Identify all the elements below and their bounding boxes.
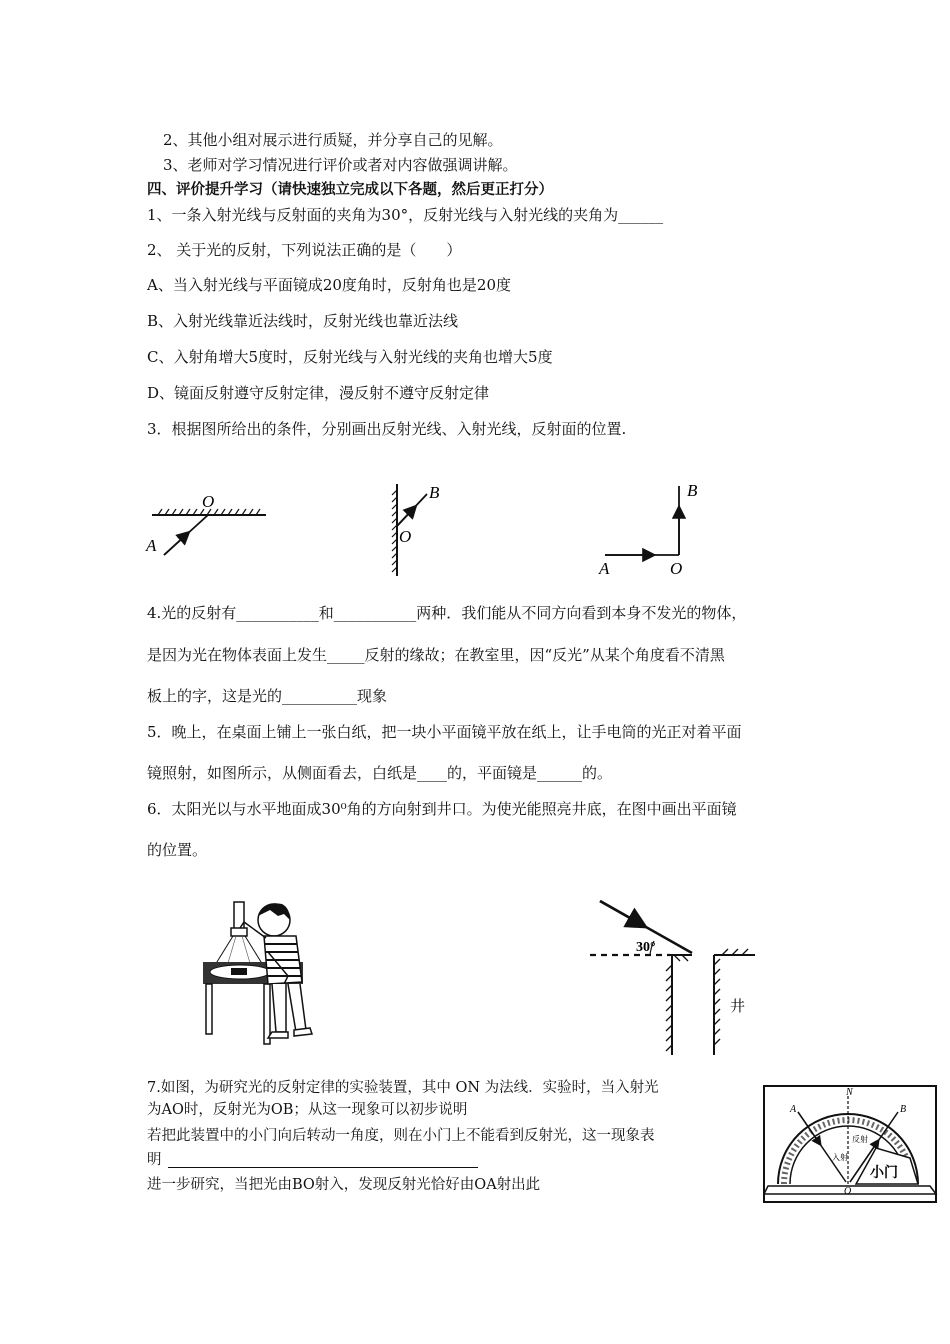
label-o: O [399, 527, 412, 546]
question-7-line-5: 进一步研究，当把光由BO射入，发现反射光恰好由OA射出此 [147, 1177, 541, 1193]
answer-blank-line [168, 1167, 478, 1168]
question-2-option-a: A、当入射光线与平面镜成20度角时，反射角也是20度 [147, 276, 512, 294]
label-b: B [429, 483, 440, 502]
label-reflect: 反射 [852, 1135, 868, 1144]
label-b: B [687, 481, 698, 500]
well-label: 井 [730, 997, 746, 1015]
question-4-line-3: 板上的字，这是光的__________现象 [147, 687, 388, 705]
question-4-line-1: 4.光的反射有___________和___________两种．我们能从不同方向看到本身不发光的物体， [147, 604, 747, 622]
question-2-option-b: B、入射光线靠近法线时，反射光线也靠近法线 [147, 312, 459, 330]
question-5-line-1: 5．晚上，在桌面上铺上一张白纸，把一块小平面镜平放在纸上，让手电筒的光正对着平面 [147, 723, 742, 741]
sec3-item-2: 2、其他小组对展示进行质疑，并分享自己的见解。 [163, 131, 503, 149]
label-o: O [844, 1186, 852, 1197]
question-1: 1、一条入射光线与反射面的夹角为30°，反射光线与入射光线的夹角为______ [147, 206, 664, 224]
door-label: 小门 [870, 1165, 898, 1181]
question-5-line-2: 镜照射，如图所示，从侧面看去，白纸是____的，平面镜是______的。 [147, 764, 613, 782]
label-b: B [900, 1104, 907, 1115]
well-figure [590, 895, 760, 1060]
question-2: 2、 关于光的反射，下列说法正确的是（ ） [147, 241, 462, 259]
label-a: A [146, 536, 157, 555]
question-6-line-2: 的位置。 [147, 841, 208, 859]
question-3: 3．根据图所给出的条件，分别画出反射光线、入射光线，反射面的位置. [147, 420, 627, 438]
label-a: A [790, 1104, 797, 1115]
question-2-option-d: D、镜面反射遵守反射定律，漫反射不遵守反射定律 [147, 384, 490, 402]
reflection-figure-1 [140, 485, 280, 565]
section-heading: 四、评价提升学习（请快速独立完成以下各题，然后更正打分） [147, 182, 553, 198]
label-n: N [846, 1087, 853, 1098]
protractor-apparatus [760, 1082, 940, 1207]
label-o: O [670, 559, 683, 578]
reflection-figure-2 [385, 480, 465, 580]
question-4-line-2: 是因为光在物体表面上发生_____反射的缘故；在教室里，因“反光”从某个角度看不清黑 [147, 646, 725, 664]
question-7-line-3: 若把此装置中的小门向后转动一角度，则在小门上不能看到反射光，这一现象表 [147, 1128, 655, 1144]
question-6-line-1: 6．太阳光以与水平地面成30⁰角的方向射到井口。为使光能照亮井底，在图中画出平面镜 [147, 800, 737, 818]
label-o: O [202, 492, 215, 511]
question-7-line-2: 为AO时，反射光为OB；从这一现象可以初步说明 [147, 1102, 468, 1118]
question-2-option-c: C、入射角增大5度时，反射光线与入射光线的夹角也增大5度 [147, 348, 553, 366]
label-incident: 入射 [832, 1153, 848, 1162]
label-a: A [599, 559, 610, 578]
angle-label: 30° [636, 940, 656, 955]
reflection-figure-3 [595, 478, 715, 578]
question-7-line-4: 明 [147, 1152, 162, 1168]
boy-flashlight-illustration [198, 892, 348, 1052]
question-7-line-1: 7.如图，为研究光的反射定律的实验装置，其中 ON 为法线．实验时，当入射光 [147, 1080, 659, 1096]
sec3-item-3: 3、老师对学习情况进行评价或者对内容做强调讲解。 [163, 156, 518, 174]
